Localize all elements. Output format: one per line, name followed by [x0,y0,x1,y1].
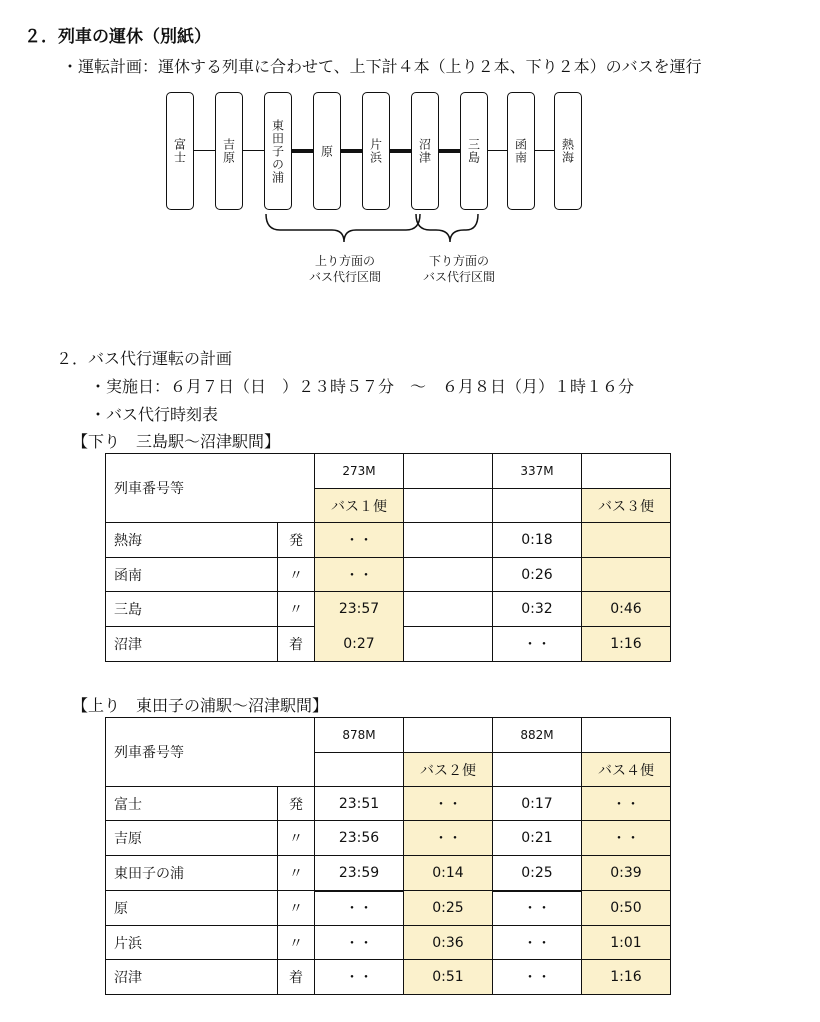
time-cell: 0:36 [404,926,493,960]
down-table-caption: 【下り 三島駅～沼津駅間】 [72,432,281,451]
time-cell [404,558,493,592]
station-box [215,92,243,210]
down-timetable [105,453,671,662]
time-cell: 0:17 [493,787,582,821]
station-name: 片浜 [368,138,383,164]
time-cell: 0:50 [582,891,671,926]
station-box [264,92,292,210]
station-cell: 函南 [106,558,278,592]
dep-arr-mark: 〃 [278,926,315,960]
section-heading: ２．列車の運休（別紙） [24,27,211,47]
time-cell [404,627,493,662]
train-number: 882M [493,718,582,753]
time-cell [404,592,493,627]
up-timetable [105,717,671,995]
time-cell: 0:26 [493,558,582,592]
line-segment [486,150,508,151]
line-segment-bus [439,149,461,153]
station-cell: 吉原 [106,821,278,856]
head-label: 列車番号等 [106,454,315,523]
time-cell: 0:51 [404,960,493,995]
up-label-line2: バス代行区間 [308,270,381,284]
station-box [460,92,488,210]
bus-number: バス３便 [582,489,671,523]
up-section-brace [266,214,420,242]
bus-number: バス１便 [315,489,404,523]
train-number [404,718,493,753]
bus-number [404,489,493,523]
line-segment [243,150,265,151]
station-box [362,92,390,210]
station-diagram [166,92,586,210]
time-cell: 1:16 [582,627,671,662]
station-cell: 熱海 [106,523,278,558]
time-cell: ・・ [493,926,582,960]
down-section-brace [416,214,478,242]
dep-arr-mark: 〃 [278,856,315,891]
station-name: 東田子の浦 [270,118,285,184]
bus-number: バス４便 [582,753,671,787]
line-segment [194,150,216,151]
train-number [582,454,671,489]
time-cell: 0:21 [493,821,582,856]
train-number [582,718,671,753]
bus-number [493,753,582,787]
table-row [106,558,671,592]
train-number: 337M [493,454,582,489]
time-cell: 23:51 [315,787,404,821]
station-cell: 沼津 [106,960,278,995]
time-cell [582,558,671,592]
station-box [313,92,341,210]
bus-section-braces [260,210,480,250]
dep-arr-mark: 〃 [278,592,315,627]
time-cell: 23:57 [315,592,404,627]
bus-plan-heading: ２．バス代行運転の計画 [56,349,233,368]
time-cell: 0:46 [582,592,671,627]
station-cell: 沼津 [106,627,278,662]
time-cell: ・・ [315,891,404,926]
bus-number: バス２便 [404,753,493,787]
time-cell: 0:32 [493,592,582,627]
down-bus-section-label [410,253,508,285]
up-bus-section-label [296,253,394,285]
station-cell: 片浜 [106,926,278,960]
time-cell: ・・ [315,558,404,592]
dep-arr-mark: 発 [278,787,315,821]
time-cell: ・・ [315,523,404,558]
implementation-date: ・実施日：６月７日（日 ）２３時５７分 ～ ６月８日（月）１時１６分 [90,377,635,396]
table-row [106,960,671,995]
time-cell [404,523,493,558]
down-label-line1: 下り方面の [428,254,489,268]
train-number: 273M [315,454,404,489]
head-label: 列車番号等 [106,718,315,787]
operation-plan-text: ・運転計画：運休する列車に合わせて、上下計４本（上り２本、下り２本）のバスを運行 [62,57,702,76]
table-row [106,821,671,856]
bus-number [493,489,582,523]
line-segment [533,150,555,151]
train-number [404,454,493,489]
line-segment-bus [390,149,412,153]
time-cell: 0:14 [404,856,493,891]
time-cell: 23:59 [315,856,404,891]
time-cell: 1:01 [582,926,671,960]
station-name: 吉原 [221,138,236,164]
time-cell: 0:18 [493,523,582,558]
station-cell: 三島 [106,592,278,627]
station-cell: 富士 [106,787,278,821]
station-name: 富士 [172,138,187,164]
dep-arr-mark: 発 [278,523,315,558]
timetable-label: ・バス代行時刻表 [90,405,219,424]
time-cell: ・・ [315,926,404,960]
station-cell: 原 [106,891,278,926]
dep-arr-mark: 〃 [278,558,315,592]
time-cell: ・・ [315,960,404,995]
train-number-row [106,718,671,753]
table-row [106,891,671,926]
dep-arr-mark: 着 [278,960,315,995]
table-row [106,856,671,891]
time-cell: ・・ [582,821,671,856]
station-name: 沼津 [417,138,432,164]
station-box [554,92,582,210]
time-cell: ・・ [493,960,582,995]
station-box [166,92,194,210]
line-segment-bus [292,149,314,153]
station-name: 三島 [466,138,481,164]
dep-arr-mark: 着 [278,627,315,662]
table-row [106,592,671,627]
station-cell: 東田子の浦 [106,856,278,891]
time-cell: ・・ [493,627,582,662]
table-row [106,926,671,960]
down-label-line2: バス代行区間 [422,270,495,284]
station-name: 函南 [513,138,528,164]
train-number-row [106,454,671,489]
station-name: 原 [319,144,334,158]
line-segment-bus [341,149,363,153]
time-cell: 23:56 [315,821,404,856]
time-cell [582,523,671,558]
time-cell: 0:25 [404,891,493,926]
table-row [106,523,671,558]
time-cell: 0:25 [493,856,582,891]
station-box [411,92,439,210]
up-label-line1: 上り方面の [314,254,375,268]
time-cell: ・・ [404,787,493,821]
time-cell: ・・ [582,787,671,821]
time-cell: 0:39 [582,856,671,891]
up-table-caption: 【上り 東田子の浦駅～沼津駅間】 [72,696,329,715]
bus-number [315,753,404,787]
time-cell: 0:27 [315,627,404,662]
table-row [106,627,671,662]
dep-arr-mark: 〃 [278,891,315,926]
station-box [507,92,535,210]
time-cell: ・・ [493,891,582,926]
train-number: 878M [315,718,404,753]
dep-arr-mark: 〃 [278,821,315,856]
station-name: 熱海 [560,138,575,164]
time-cell: 1:16 [582,960,671,995]
time-cell: ・・ [404,821,493,856]
table-row [106,787,671,821]
